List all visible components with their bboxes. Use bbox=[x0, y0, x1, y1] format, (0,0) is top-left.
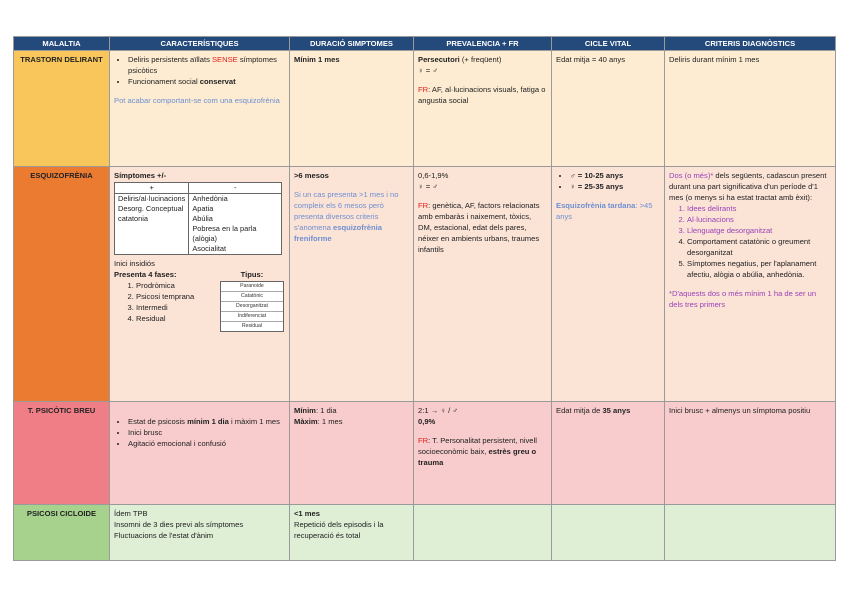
breu-char-bullet-1: • Estat de psicosis mínim 1 dia i màxim 1 mes bbox=[128, 416, 285, 427]
esquizo-cicle-vital: • ♂ = 10-25 anys • ♀ = 25-35 anys Esquizofrènia tardana: >45 anys bbox=[552, 167, 665, 402]
onset-text: Inici insidiós bbox=[114, 259, 155, 268]
negative-symptoms: Anhedònia Apatia Abúlia Pobresa en la parla (alògia) Asocialitat bbox=[189, 194, 282, 255]
delirant-char-bullet-2: • Funcionament social conservat bbox=[128, 76, 285, 87]
breu-char-bullet-3: • Agitació emocional i confusió bbox=[128, 438, 285, 449]
positive-header: + bbox=[115, 183, 189, 194]
row-trastorn-delirant bbox=[14, 51, 836, 167]
row-psicosi-cicloide bbox=[14, 505, 836, 561]
criterion-item: 3. Llenguatge desorganitzat bbox=[687, 225, 831, 236]
disease-trastorn-delirant: TRASTORN DELIRANT bbox=[14, 51, 110, 167]
breu-risk-factors: FR: T. Personalitat persistent, nivell socioeconòmic baix, estrès greu o trauma bbox=[418, 436, 537, 467]
phase-item: 2. Psicosi temprana bbox=[136, 291, 218, 302]
esquizo-duration: >6 mesos Si un cas presenta >1 mes i no compleix els 6 mesos però presenta diversos criteris s'anomena esquizofrènia freniforme bbox=[290, 167, 414, 402]
breu-prevalence: 2:1 → ♀ / ♂ 0,9% FR: T. Personalitat persistent, nivell socioeconòmic baix, estrès greu o trauma bbox=[414, 402, 552, 505]
phase-item: 3. Intermedi bbox=[136, 302, 218, 313]
criterion-item: 4. Comportament catatònic o greument desorganitzat bbox=[687, 236, 831, 258]
delirant-risk-factors: FR: AF, al·lucinacions visuals, fatiga o angustia social bbox=[418, 85, 546, 105]
delirant-criteris: Deliris durant mínim 1 mes bbox=[665, 51, 836, 167]
esquizo-prevalence: 0,6-1,9% ♀ = ♂ FR: genètica, AF, factors relacionats amb embaràs i naixement, tòxics, DM, estacional, edat dels pares, néixer en ambients urbans, traumes infantils bbox=[414, 167, 552, 402]
tardana-note: Esquizofrènia tardana: >45 anys bbox=[556, 201, 653, 221]
esquizo-criteris: Dos (o més)* dels següents, cadascun present durant una part significativa d'un període d'1 mes (o menys si ha estat tractat amb èxit): 1. Idees delirants 2. Al·lucinacions 3. Llenguatge desorganitzat 4. Comportament catatònic o greument desorganitzat 5. Símptomes negatius, per l'aplanament afectiu, alògia o abúlia, anhedònia. *D'aquests dos o més mínim 1 ha de ser un dels tres primers bbox=[665, 167, 836, 402]
esquizo-risk-factors: FR: genètica, AF, factors relacionats amb embaràs i naixement, tòxics, DM, estacional, edat dels pares, néixer en ambients urbans, traumes infantils bbox=[418, 201, 540, 254]
header-row bbox=[14, 37, 836, 51]
freniforme-note: Si un cas presenta >1 mes i no compleix els 6 mesos però presenta diversos criteris s'anomena esquizofrènia freniforme bbox=[294, 190, 399, 243]
header-duracio: DURACIÓ SIMPTOMES bbox=[290, 37, 414, 51]
delirant-sex-ratio: ♀ = ♂ bbox=[418, 66, 439, 75]
type-item: Desorganitzat bbox=[221, 302, 283, 312]
symptoms-table bbox=[114, 182, 282, 255]
criterion-item: 2. Al·lucinacions bbox=[687, 214, 831, 225]
breu-duration: Mínim: 1 dia Màxim: 1 mes bbox=[290, 402, 414, 505]
criterion-item: 1. Idees delirants bbox=[687, 203, 831, 214]
delirant-characteristics bbox=[110, 51, 290, 167]
disease-esquizofrenia: ESQUIZOFRÈNIA bbox=[14, 167, 110, 402]
delirant-char-bullet-1: • Deliris persistents aïllats SENSE símptomes psicòtics bbox=[128, 54, 285, 76]
type-item: Residual bbox=[241, 323, 263, 329]
delirant-duration: Mínim 1 mes bbox=[290, 51, 414, 167]
breu-cicle-vital: Edat mitja de 35 anys bbox=[552, 402, 665, 505]
cicloide-cicle-empty bbox=[552, 505, 665, 561]
row-psicotic-breu bbox=[14, 402, 836, 505]
header-malaltia: MALALTIA bbox=[14, 37, 110, 51]
type-item: Paranoide bbox=[221, 282, 283, 292]
cicloide-criteris-empty bbox=[665, 505, 836, 561]
header-caracteristiques: CARACTERÍSTIQUES bbox=[110, 37, 290, 51]
phase-item: 1. Prodròmica bbox=[136, 280, 218, 291]
disease-psicosi-cicloide: PSICOSI CICLOIDE bbox=[14, 505, 110, 561]
disease-psicotic-breu: T. PSICÒTIC BREU bbox=[14, 402, 110, 505]
symptoms-title: Símptomes +/- bbox=[114, 171, 167, 180]
type-item: Indiferenciat bbox=[221, 312, 283, 322]
criterion-item: 5. Símptomes negatius, per l'aplanament afectiu, alògia o abúlia, anhedònia. bbox=[687, 258, 831, 280]
cicloide-characteristics: Ídem TPB Insomni de 3 dies previ als símptomes Fluctuacions de l'estat d'ànim bbox=[110, 505, 290, 561]
row-esquizofrenia bbox=[14, 167, 836, 402]
positive-symptoms: Deliris/al·lucinacions Desorg. Conceptual catatonia bbox=[115, 194, 189, 255]
cicloide-duration: <1 mes Repetició dels episodis i la recuperació és total bbox=[290, 505, 414, 561]
types-block: Tipus: Paranoide Catatònic Desorganitzat Indiferenciat Residual bbox=[220, 269, 284, 332]
breu-char-bullet-2: • Inici brusc bbox=[128, 427, 285, 438]
criteria-footnote: *D'aquests dos o més mínim 1 ha de ser un dels tres primers bbox=[669, 289, 817, 309]
phases-block: Presenta 4 fases: 1. Prodròmica 2. Psicosi temprana 3. Intermedi 4. Residual bbox=[114, 269, 218, 332]
header-prevalencia: PREVALENCIA + FR bbox=[414, 37, 552, 51]
cicloide-prevalence-empty bbox=[414, 505, 552, 561]
breu-criteris: Inici brusc + almenys un símptoma positiu bbox=[665, 402, 836, 505]
type-item: Catatònic bbox=[221, 292, 283, 302]
esquizo-characteristics bbox=[110, 167, 290, 402]
phase-item: 4. Residual bbox=[136, 313, 218, 324]
delirant-prevalence: Persecutori (+ freqüent) ♀ = ♂ FR: AF, al·lucinacions visuals, fatiga o angustia social bbox=[414, 51, 552, 167]
delirant-char-note: Pot acabar comportant-se com una esquizofrènia bbox=[114, 96, 280, 105]
header-criteris: CRITERIS DIAGNÒSTICS bbox=[665, 37, 836, 51]
header-cicle-vital: CICLE VITAL bbox=[552, 37, 665, 51]
negative-header: - bbox=[189, 183, 282, 194]
breu-characteristics bbox=[110, 402, 290, 505]
delirant-cicle-vital: Edat mitja = 40 anys bbox=[552, 51, 665, 167]
psychosis-comparison-table bbox=[13, 36, 836, 561]
